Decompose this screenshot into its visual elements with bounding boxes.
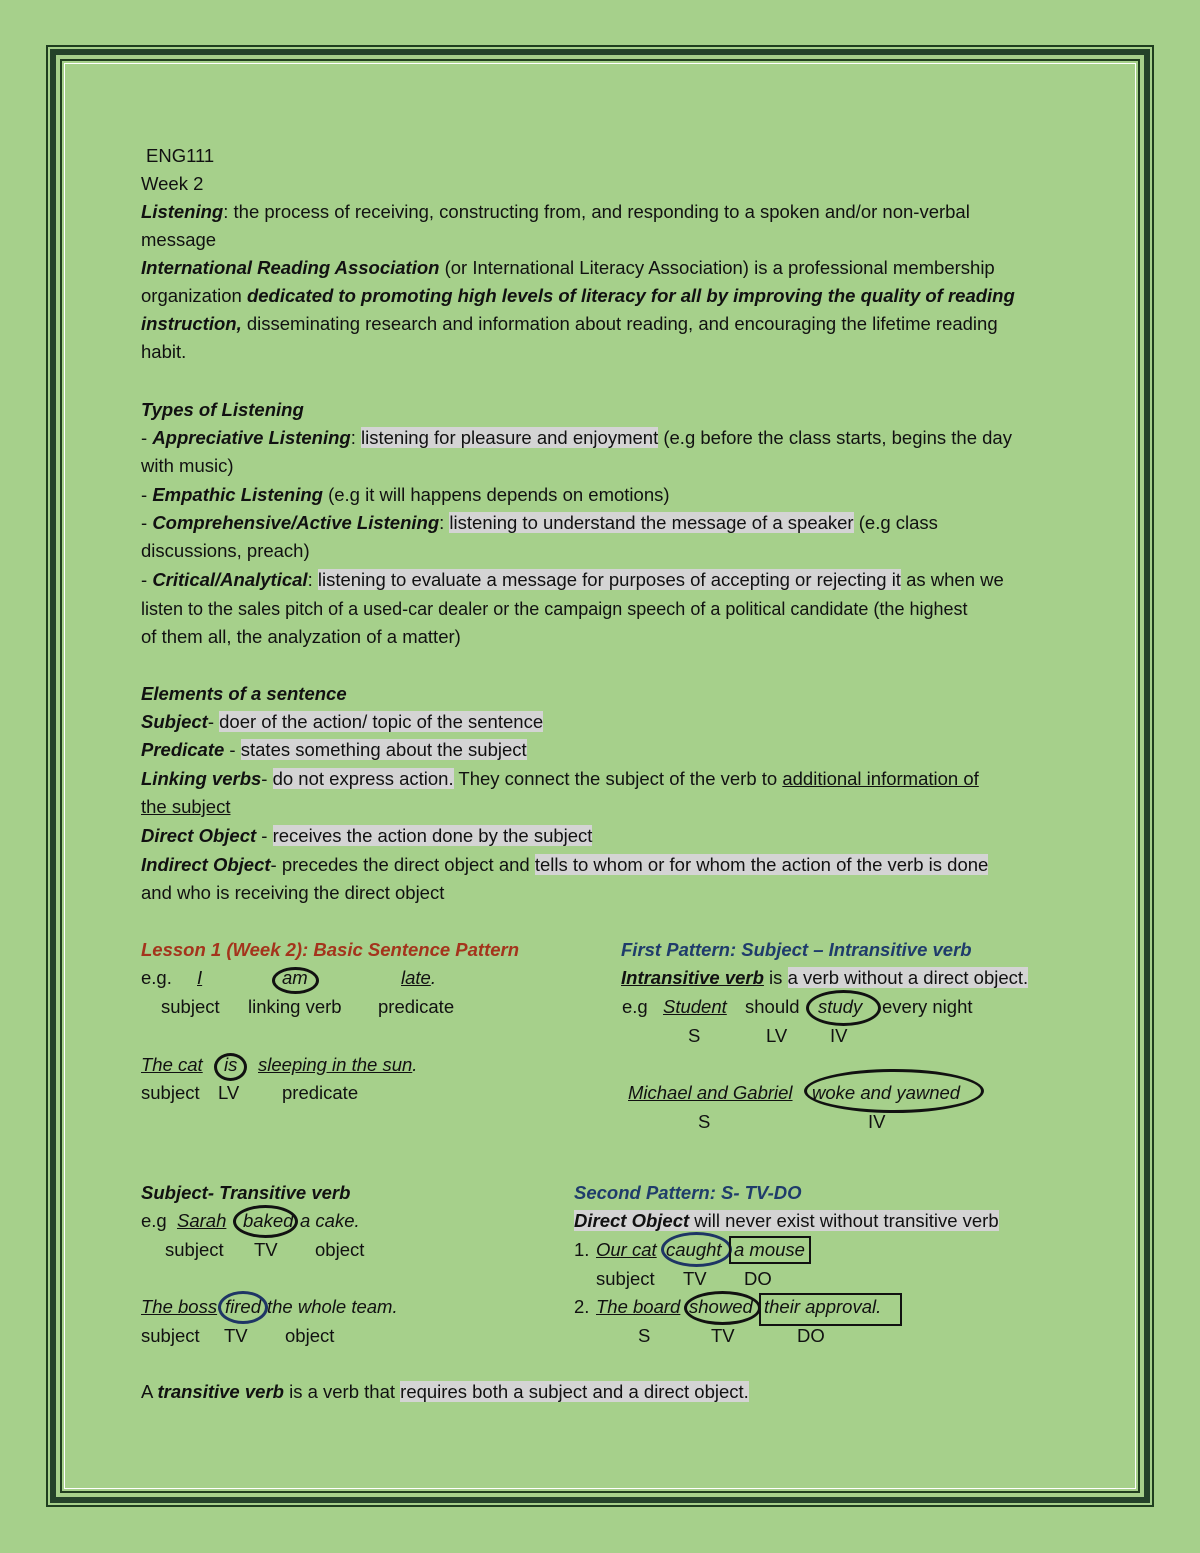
colon: : (439, 512, 450, 533)
indirect-object-term: Indirect Object (141, 854, 271, 875)
circle-annotation (684, 1291, 761, 1325)
appreciative-highlight: listening for pleasure and enjoyment (361, 427, 659, 448)
first-pattern-title: First Pattern: Subject – Intransitive verb (621, 939, 972, 960)
week-label: Week 2 (141, 173, 204, 194)
intransitive-highlight: a verb without a direct object. (787, 967, 1029, 988)
ira-term: International Reading Association (141, 257, 440, 278)
listening-def: : the process of receiving, constructing from, and responding to a spoken and/or non-verbal (223, 201, 970, 222)
listening-term: Listening (141, 201, 224, 222)
label-tv: TV (683, 1268, 707, 1289)
stv-ex1-verb: baked (243, 1210, 294, 1231)
label-subject: subject (141, 1082, 200, 1103)
critical-term: Critical/Analytical (152, 569, 308, 590)
indirect-object-def-line1 (141, 851, 988, 879)
sp-ex2-object: their approval. (764, 1296, 882, 1317)
label-lv: LV (218, 1082, 240, 1103)
circle-annotation (804, 1069, 984, 1113)
intransitive-term: Intransitive verb (621, 967, 764, 988)
direct-object-def (141, 822, 592, 850)
subject-highlight: doer of the action/ topic of the sentence (219, 711, 544, 732)
fp-ex2-subject: Michael and Gabriel (628, 1082, 793, 1103)
subject-def (141, 708, 543, 736)
colon: : (350, 427, 361, 448)
fp-ex1-subject: Student (663, 996, 727, 1017)
lesson-ex2-verb: is (224, 1054, 238, 1075)
listening-def-line2: message (141, 229, 217, 250)
direct-object-rule-rest: will never exist without transitive verb (689, 1210, 999, 1231)
ira-line3-a: instruction, (141, 313, 242, 334)
ira-line2 (141, 282, 1015, 310)
sp-ex1-object: a mouse (734, 1239, 805, 1260)
dash: - (141, 512, 153, 533)
indirect-object-rest: - precedes the direct object and (270, 854, 535, 875)
sp-ex2-number: 2. (574, 1296, 590, 1317)
label-s: S (638, 1325, 651, 1346)
circle-annotation (214, 1053, 247, 1081)
critical-line1 (141, 566, 1004, 594)
lesson-eg: e.g. (141, 967, 172, 988)
ira-line3-b: disseminating research and information about reading, and encouraging the lifetime reading (241, 313, 998, 334)
predicate-highlight: states something about the subject (240, 739, 527, 760)
label-subject: subject (596, 1268, 655, 1289)
label-iv: IV (830, 1025, 848, 1046)
direct-object-highlight: receives the action done by the subject (272, 825, 593, 846)
stv-ex1-subject: Sarah (177, 1210, 227, 1231)
linking-def-line1 (141, 765, 979, 793)
comprehensive-term: Comprehensive/Active Listening (152, 512, 440, 533)
comprehensive-highlight: listening to understand the message of a speaker (449, 512, 854, 533)
dash: - (224, 739, 241, 760)
predicate-term: Predicate (141, 739, 225, 760)
empathic-rest: (e.g it will happens depends on emotions) (322, 484, 670, 505)
types-heading: Types of Listening (141, 399, 304, 420)
period: . (430, 967, 436, 988)
predicate-phrase: sleeping in the sun (258, 1054, 413, 1075)
first-pattern-eg: e.g (622, 996, 648, 1017)
dash: - (261, 768, 273, 789)
transitive-verb-term: transitive verb (157, 1381, 284, 1402)
transitive-verb-definition (141, 1378, 749, 1406)
colon: : (307, 569, 318, 590)
lesson-title: Lesson 1 (Week 2): Basic Sentence Pattern (141, 939, 520, 960)
sp-ex1-subject: Our cat (596, 1239, 657, 1260)
stv-ex2-object: the whole team. (267, 1296, 398, 1317)
label-s: S (688, 1025, 701, 1046)
label-do: DO (797, 1325, 825, 1346)
label-tv: TV (224, 1325, 248, 1346)
box-annotation (759, 1293, 902, 1326)
course-code: ENG111 (146, 145, 215, 166)
ira-line4: habit. (141, 341, 187, 362)
label-tv: TV (711, 1325, 735, 1346)
dash: - (141, 569, 153, 590)
stv-ex2-subject: The boss (141, 1296, 218, 1317)
lesson-ex2-predicate (258, 1051, 417, 1079)
dash: - (141, 427, 153, 448)
label-predicate: predicate (378, 996, 455, 1017)
ira-line1 (141, 254, 995, 282)
dash: - (141, 484, 153, 505)
comprehensive-rest: (e.g class (853, 512, 938, 533)
predicate-def (141, 736, 527, 764)
stv-ex2-verb: fired (225, 1296, 261, 1317)
subject-tv-eg: e.g (141, 1210, 167, 1231)
elements-heading: Elements of a sentence (141, 683, 347, 704)
direct-object-term: Direct Object (141, 825, 257, 846)
sp-ex1-number: 1. (574, 1239, 590, 1260)
fp-ex1-rest: every night (882, 996, 973, 1017)
intransitive-def (621, 964, 1028, 992)
subject-tv-title: Subject- Transitive verb (141, 1182, 351, 1203)
critical-highlight: listening to evaluate a message for purposes of accepting or rejecting it (317, 569, 901, 590)
direct-object-rule (574, 1207, 999, 1235)
ira-line2-a: organization (141, 285, 247, 306)
fp-ex1-lv: should (745, 996, 800, 1017)
empathic-line (141, 481, 670, 509)
subject-term: Subject (141, 711, 208, 732)
comprehensive-line1 (141, 509, 938, 537)
appreciative-line1 (141, 424, 1012, 452)
appreciative-line2: with music) (141, 455, 234, 476)
lesson-ex2-subject: The cat (141, 1054, 203, 1075)
label-object: object (315, 1239, 365, 1260)
label-lv: LV (766, 1025, 788, 1046)
predicate-word: late (401, 967, 431, 988)
label-predicate: predicate (282, 1082, 359, 1103)
critical-line2: listen to the sales pitch of a used-car dealer or the campaign speech of a political candidate (the highest (141, 599, 968, 619)
lesson-ex1-verb: am (282, 967, 308, 988)
linking-term: Linking verbs (141, 768, 262, 789)
footer-highlight: requires both a subject and a direct object. (400, 1381, 749, 1402)
sp-ex2-verb: showed (689, 1296, 753, 1317)
circle-annotation (233, 1205, 298, 1238)
indirect-object-highlight: tells to whom or for whom the action of the verb is done (534, 854, 989, 875)
circle-annotation (806, 990, 881, 1026)
intransitive-rest: is (763, 967, 788, 988)
critical-rest: as when we (900, 569, 1004, 590)
circle-annotation (218, 1291, 268, 1324)
label-subject: subject (141, 1325, 200, 1346)
empathic-term: Empathic Listening (152, 484, 323, 505)
linking-highlight: do not express action. (272, 768, 454, 789)
label-linking-verb: linking verb (248, 996, 342, 1017)
label-do: DO (744, 1268, 772, 1289)
fp-ex2-iv: woke and yawned (812, 1082, 961, 1103)
footer-article: A (141, 1381, 158, 1402)
box-annotation (729, 1236, 811, 1264)
second-pattern-title: Second Pattern: S- TV-DO (574, 1182, 802, 1203)
label-tv: TV (254, 1239, 278, 1260)
ira-line2-b: dedicated to promoting high levels of literacy for all by improving the quality of reading (246, 285, 1015, 306)
lesson-ex1-subject: I (197, 967, 203, 988)
sp-ex2-subject: The board (596, 1296, 681, 1317)
lesson-ex1-predicate (401, 964, 436, 992)
linking-rest: They connect the subject of the verb to (453, 768, 783, 789)
label-subject: subject (165, 1239, 224, 1260)
fp-ex1-iv: study (818, 996, 863, 1017)
label-s: S (698, 1111, 711, 1132)
linking-def-line2: the subject (141, 796, 231, 817)
dash: - (207, 711, 220, 732)
circle-annotation (272, 967, 319, 994)
indirect-object-def-line2: and who is receiving the direct object (141, 882, 445, 903)
circle-annotation (661, 1232, 732, 1267)
linking-underline: additional information of (782, 768, 979, 789)
direct-object-rule-highlight (574, 1210, 999, 1231)
appreciative-term: Appreciative Listening (152, 427, 351, 448)
label-iv: IV (868, 1111, 886, 1132)
ira-line3 (141, 310, 998, 338)
sp-ex1-verb: caught (666, 1239, 722, 1260)
listening-definition (141, 198, 970, 226)
label-subject: subject (161, 996, 220, 1017)
ira-line1-rest: (or International Literacy Association) is a professional membership (439, 257, 995, 278)
critical-line3: of them all, the analyzation of a matter) (141, 626, 461, 647)
dash: - (256, 825, 273, 846)
stv-ex1-object: a cake. (300, 1210, 360, 1231)
direct-object-term: Direct Object (574, 1210, 690, 1231)
comprehensive-line2: discussions, preach) (141, 540, 310, 561)
period: . (412, 1054, 418, 1075)
appreciative-rest: (e.g before the class starts, begins the day (658, 427, 1012, 448)
label-object: object (285, 1325, 335, 1346)
footer-mid: is a verb that (283, 1381, 401, 1402)
